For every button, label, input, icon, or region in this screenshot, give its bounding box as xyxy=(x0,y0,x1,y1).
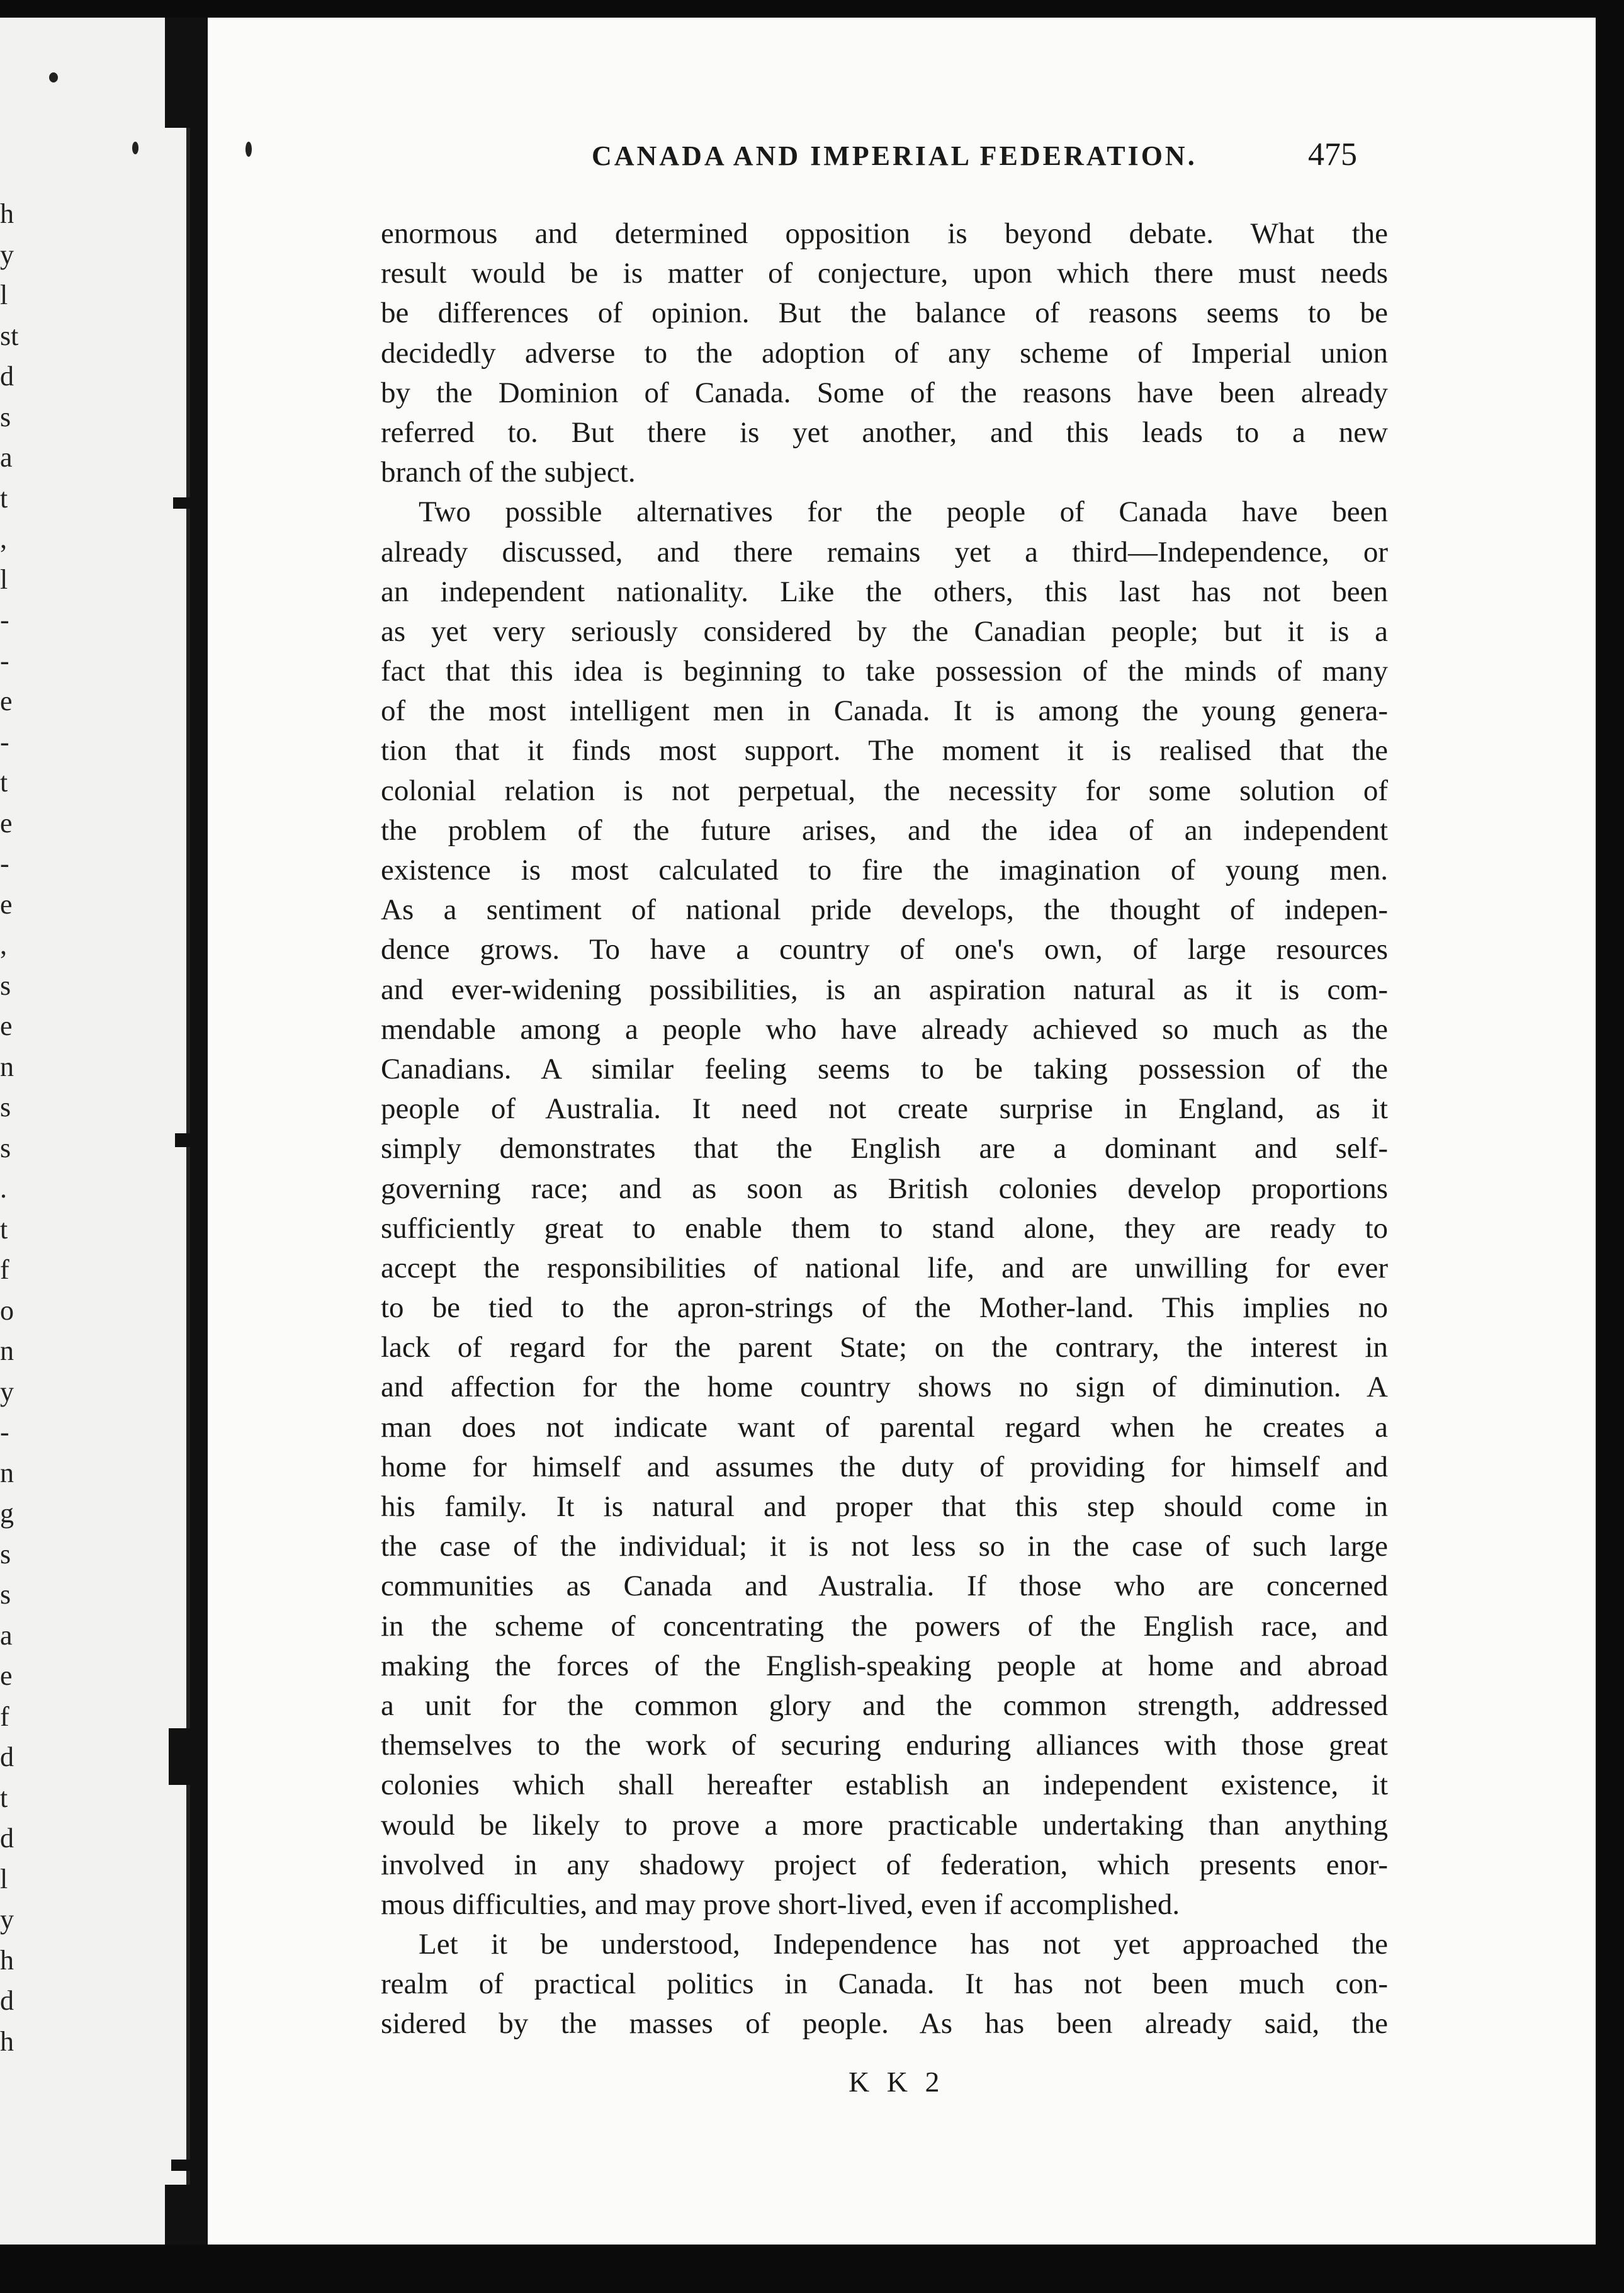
facing-page-letter: h xyxy=(0,1944,14,1976)
facing-page-letter: , xyxy=(0,929,7,960)
text-line: colonial relation is not perpetual, the necessity for some solution of xyxy=(381,774,1388,807)
scan-speck xyxy=(49,72,58,82)
text-line: result would be is matter of conjecture, upon which there must needs xyxy=(381,257,1388,290)
facing-page-letter: d xyxy=(0,361,14,392)
text-line: the case of the individual; it is not less so in the case of such large xyxy=(381,1530,1388,1563)
text-line: dence grows. To have a country of one's own, of large resources xyxy=(381,933,1388,966)
text-line: simply demonstrates that the English are a dominant and self- xyxy=(381,1132,1388,1165)
text-line: communities as Canada and Australia. If those who are concerned xyxy=(381,1570,1388,1603)
scan-border-right xyxy=(1596,0,1624,2293)
facing-page-letter: - xyxy=(0,604,9,635)
facing-page-letter: s xyxy=(0,1538,11,1570)
facing-page-letter: e xyxy=(0,1660,13,1691)
text-line: and ever-widening possibilities, is an aspiration natural as it is com- xyxy=(381,973,1388,1006)
text-line: Two possible alternatives for the people of Canada have been xyxy=(419,495,1388,529)
facing-page-letter: s xyxy=(0,1092,11,1123)
facing-page-letter: o xyxy=(0,1294,14,1326)
facing-page-letter: n xyxy=(0,1335,14,1366)
facing-page-letters xyxy=(0,194,25,2062)
facing-page-letter: n xyxy=(0,1457,14,1488)
text-line: making the forces of the English-speaking people at home and abroad xyxy=(381,1649,1388,1682)
binding-mark xyxy=(173,497,211,509)
facing-page-letter: a xyxy=(0,442,13,473)
paragraph xyxy=(381,214,1388,492)
text-line: branch of the subject. xyxy=(381,456,636,489)
text-line: sidered by the masses of people. As has been already said, the xyxy=(381,2007,1388,2041)
facing-page-letter: h xyxy=(0,198,14,229)
facing-page-letter: y xyxy=(0,1376,14,1407)
facing-page-letter: d xyxy=(0,1985,14,2016)
facing-page-letter: - xyxy=(0,848,9,879)
facing-page-letter: d xyxy=(0,1823,14,1854)
text-line: an independent nationality. Like the others, this last has not been xyxy=(381,575,1388,608)
text-line: and affection for the home country shows no sign of diminution. A xyxy=(381,1371,1388,1404)
text-line: Canadians. A similar feeling seems to be taking possession of the xyxy=(381,1052,1388,1085)
facing-page-letter: d xyxy=(0,1741,14,1772)
text-line: realm of practical politics in Canada. It has not been much con- xyxy=(381,1967,1388,2001)
text-line: involved in any shadowy project of federation, which presents enor- xyxy=(381,1848,1388,1881)
scan-border-bottom xyxy=(0,2245,1624,2293)
gutter-binding xyxy=(186,18,190,2245)
scan-speck xyxy=(132,142,138,154)
facing-page-letter: f xyxy=(0,1701,9,1732)
text-line: themselves to the work of securing enduring alliances with those great xyxy=(381,1729,1388,1762)
facing-page-letter: , xyxy=(0,523,7,554)
facing-page-letter: f xyxy=(0,1254,9,1285)
binding-mark xyxy=(175,1133,209,1147)
facing-page-letter: n xyxy=(0,1051,14,1082)
text-line: as yet very seriously considered by the Canadian people; but it is a xyxy=(381,614,1388,648)
text-line: in the scheme of concentrating the powers of the English race, and xyxy=(381,1609,1388,1643)
text-line: referred to. But there is yet another, and this leads to a new xyxy=(381,416,1388,449)
text-line: to be tied to the apron-strings of the Mother-land. This implies no xyxy=(381,1291,1388,1325)
text-line: people of Australia. It need not create surprise in England, as it xyxy=(381,1092,1388,1126)
text-line: a unit for the common glory and the common strength, addressed xyxy=(381,1689,1388,1722)
text-line: by the Dominion of Canada. Some of the reasons have been already xyxy=(381,376,1388,409)
running-head xyxy=(384,137,1391,196)
body-text xyxy=(381,214,1388,2044)
text-line: lack of regard for the parent State; on the contrary, the interest in xyxy=(381,1331,1388,1364)
text-line: Let it be understood, Independence has not yet approached the xyxy=(419,1928,1388,1961)
text-line: mendable among a people who have already achieved so much as the xyxy=(381,1012,1388,1046)
facing-page-letter: - xyxy=(0,645,9,676)
signature-mark: K K 2 xyxy=(849,2066,945,2098)
text-line: the problem of the future arises, and the idea of an independent xyxy=(381,813,1388,847)
text-line: decidedly adverse to the adoption of any scheme of Imperial union xyxy=(381,336,1388,370)
facing-page-letter: h xyxy=(0,2025,14,2057)
facing-page-letter: s xyxy=(0,401,11,433)
text-line: would be likely to prove a more practicable undertaking than anything xyxy=(381,1808,1388,1842)
facing-page-letter: - xyxy=(0,1417,9,1447)
text-line: be differences of opinion. But the balance of reasons seems to be xyxy=(381,297,1388,330)
facing-page-letter: g xyxy=(0,1498,14,1529)
facing-page-letter: e xyxy=(0,686,13,716)
facing-page-letter: e xyxy=(0,807,13,839)
facing-page-letter: s xyxy=(0,1132,11,1163)
text-line: sufficiently great to enable them to stand alone, they are ready to xyxy=(381,1211,1388,1245)
facing-page-letter: e xyxy=(0,1011,13,1041)
facing-page-letter: t xyxy=(0,767,8,798)
scan-speck xyxy=(245,142,252,157)
text-line: colonies which shall hereafter establish an independent existence, it xyxy=(381,1769,1388,1802)
scan-border-top xyxy=(0,0,1624,18)
facing-page-letter: l xyxy=(0,1863,8,1894)
paragraph xyxy=(381,1925,1388,2044)
text-line: man does not indicate want of parental regard when he creates a xyxy=(381,1410,1388,1444)
facing-page-letter: t xyxy=(0,1782,8,1813)
text-line: accept the responsibilities of national life, and are unwilling for ever xyxy=(381,1251,1388,1284)
text-line: governing race; and as soon as British colonies develop proportions xyxy=(381,1172,1388,1205)
facing-page-letter: . xyxy=(0,1173,7,1204)
facing-page-letter: st xyxy=(0,320,19,351)
facing-page-letter: e xyxy=(0,888,13,920)
text-line: enormous and determined opposition is beyond debate. What the xyxy=(381,217,1388,250)
binding-mark xyxy=(171,2160,209,2171)
facing-page-letter: y xyxy=(0,239,14,270)
facing-page-letter: t xyxy=(0,482,8,514)
text-line: mous difficulties, and may prove short-lived, even if accomplished. xyxy=(381,1888,1180,1921)
facing-page-letter: a xyxy=(0,1619,13,1651)
page-number: 475 xyxy=(1308,137,1357,173)
text-line: As a sentiment of national pride develops, the thought of indepen- xyxy=(381,893,1388,927)
text-line: his family. It is natural and proper that this step should come in xyxy=(381,1490,1388,1523)
text-line: already discussed, and there remains yet a third—Independence, or xyxy=(381,535,1388,569)
text-line: home for himself and assumes the duty of providing for himself and xyxy=(381,1450,1388,1483)
text-line: of the most intelligent men in Canada. It is among the young genera- xyxy=(381,694,1388,728)
facing-page-letter: l xyxy=(0,280,8,310)
facing-page-letter: y xyxy=(0,1904,14,1935)
facing-page-letter: s xyxy=(0,1579,11,1610)
text-line: existence is most calculated to fire the imagination of young men. xyxy=(381,854,1388,886)
binding-mark xyxy=(169,1728,213,1785)
running-head-title: CANADA AND IMPERIAL FEDERATION. xyxy=(592,140,1197,171)
paragraph xyxy=(381,492,1388,1925)
facing-page-letter: l xyxy=(0,563,8,595)
text-line: tion that it finds most support. The moment it is realised that the xyxy=(381,734,1388,767)
text-line: fact that this idea is beginning to take possession of the minds of many xyxy=(381,655,1388,688)
facing-page-edge xyxy=(0,18,189,2245)
facing-page-letter: t xyxy=(0,1213,8,1245)
facing-page-letter: - xyxy=(0,726,9,757)
facing-page-letter: s xyxy=(0,970,11,1001)
